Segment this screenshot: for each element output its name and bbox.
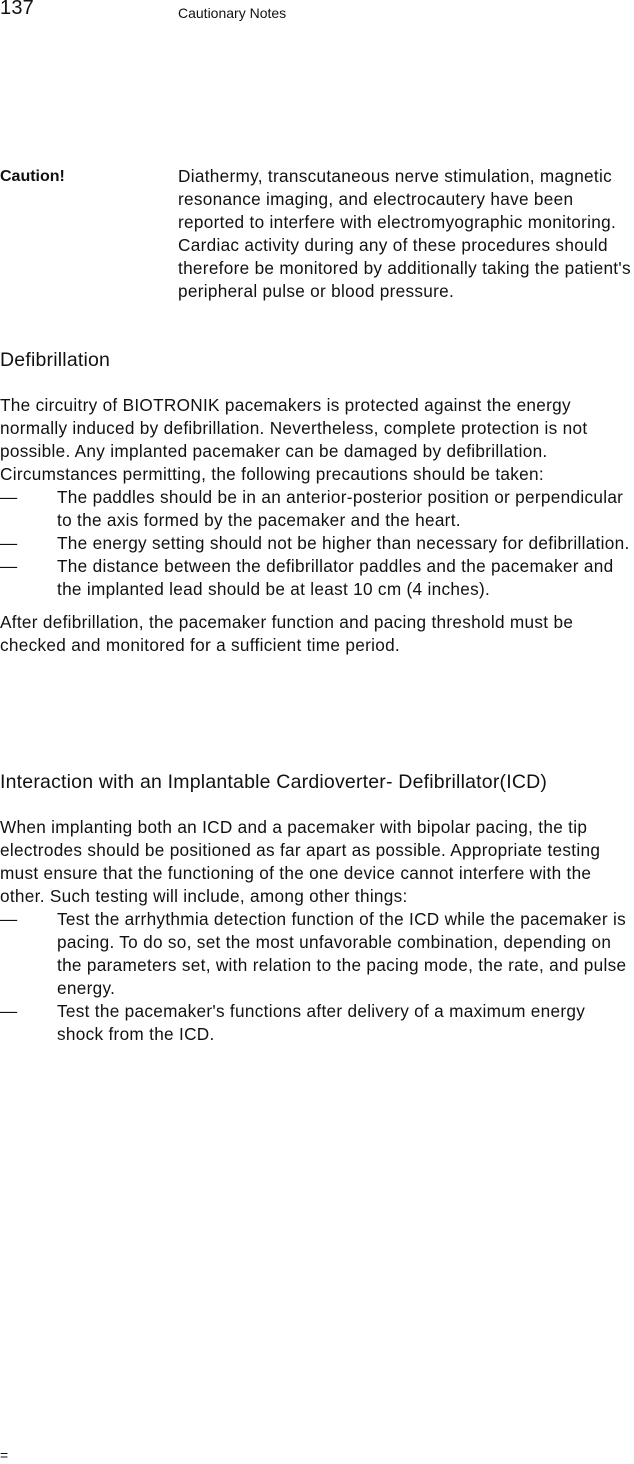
defibrillation-section — [0, 348, 634, 657]
dash-bullet: — — [0, 556, 18, 576]
defibrillation-intro: The circuitry of BIOTRONIK pacemakers is protected against the energy normally induced by defibrillation. Nevertheless, complete protection is not possible. Any implanted pacemaker can be damaged by defibrillation. Circumstances permitting, the following precautions should be taken: — [0, 395, 588, 484]
list-item — [0, 532, 634, 555]
dash-bullet: — — [0, 1001, 18, 1021]
caution-label: Caution! — [0, 168, 65, 185]
page-number: 137 — [0, 0, 34, 19]
caution-text: Diathermy, transcutaneous nerve stimulation, magnetic resonance imaging, and electrocautery have been reported to interfere with electromyographic monitoring. Cardiac activity during any of these procedures should therefore be monitored by additionally taking the patient's peripheral pulse or blood pressure. — [178, 166, 631, 301]
list-item — [0, 555, 634, 601]
defibrillation-after-note: After defibrillation, the pacemaker function and pacing threshold must be checked and monitored for a sufficient time period. — [0, 612, 574, 655]
list-item — [0, 908, 634, 1000]
icd-intro: When implanting both an ICD and a pacemaker with bipolar pacing, the tip electrodes should be positioned as far apart as possible. Appropriate testing must ensure that the functioning of the one device cannot interfere with the other. Such testing will include, among other things: — [0, 817, 601, 906]
dash-bullet: — — [0, 533, 18, 553]
list-item — [0, 1000, 634, 1046]
list-item-text: The distance between the defibrillator paddles and the pacemaker and the implanted lead should be at least 10 cm (4 inches). — [57, 556, 614, 599]
footer-mark: = — [0, 1447, 9, 1463]
icd-testing-list — [0, 908, 634, 1046]
dash-bullet: — — [0, 909, 18, 929]
icd-heading: Interaction with an Implantable Cardioverter- Defibrillator(ICD) — [0, 771, 548, 793]
defibrillation-precautions-list — [0, 486, 634, 601]
dash-bullet: — — [0, 487, 18, 507]
running-header-title: Cautionary Notes — [178, 5, 287, 21]
list-item-text: The paddles should be in an anterior-posterior position or perpendicular to the axis formed by the pacemaker and the heart. — [57, 487, 624, 530]
defibrillation-heading: Defibrillation — [0, 349, 111, 371]
list-item — [0, 486, 634, 532]
list-item-text: Test the arrhythmia detection function of the ICD while the pacemaker is pacing. To do so, set the most unfavorable combination, depending on the parameters set, with relation to the pacing mode, the rate, and pulse energy. — [57, 909, 627, 998]
list-item-text: Test the pacemaker's functions after delivery of a maximum energy shock from the ICD. — [57, 1001, 586, 1044]
icd-interaction-section — [0, 770, 634, 1046]
list-item-text: The energy setting should not be higher than necessary for defibrillation. — [57, 533, 630, 553]
